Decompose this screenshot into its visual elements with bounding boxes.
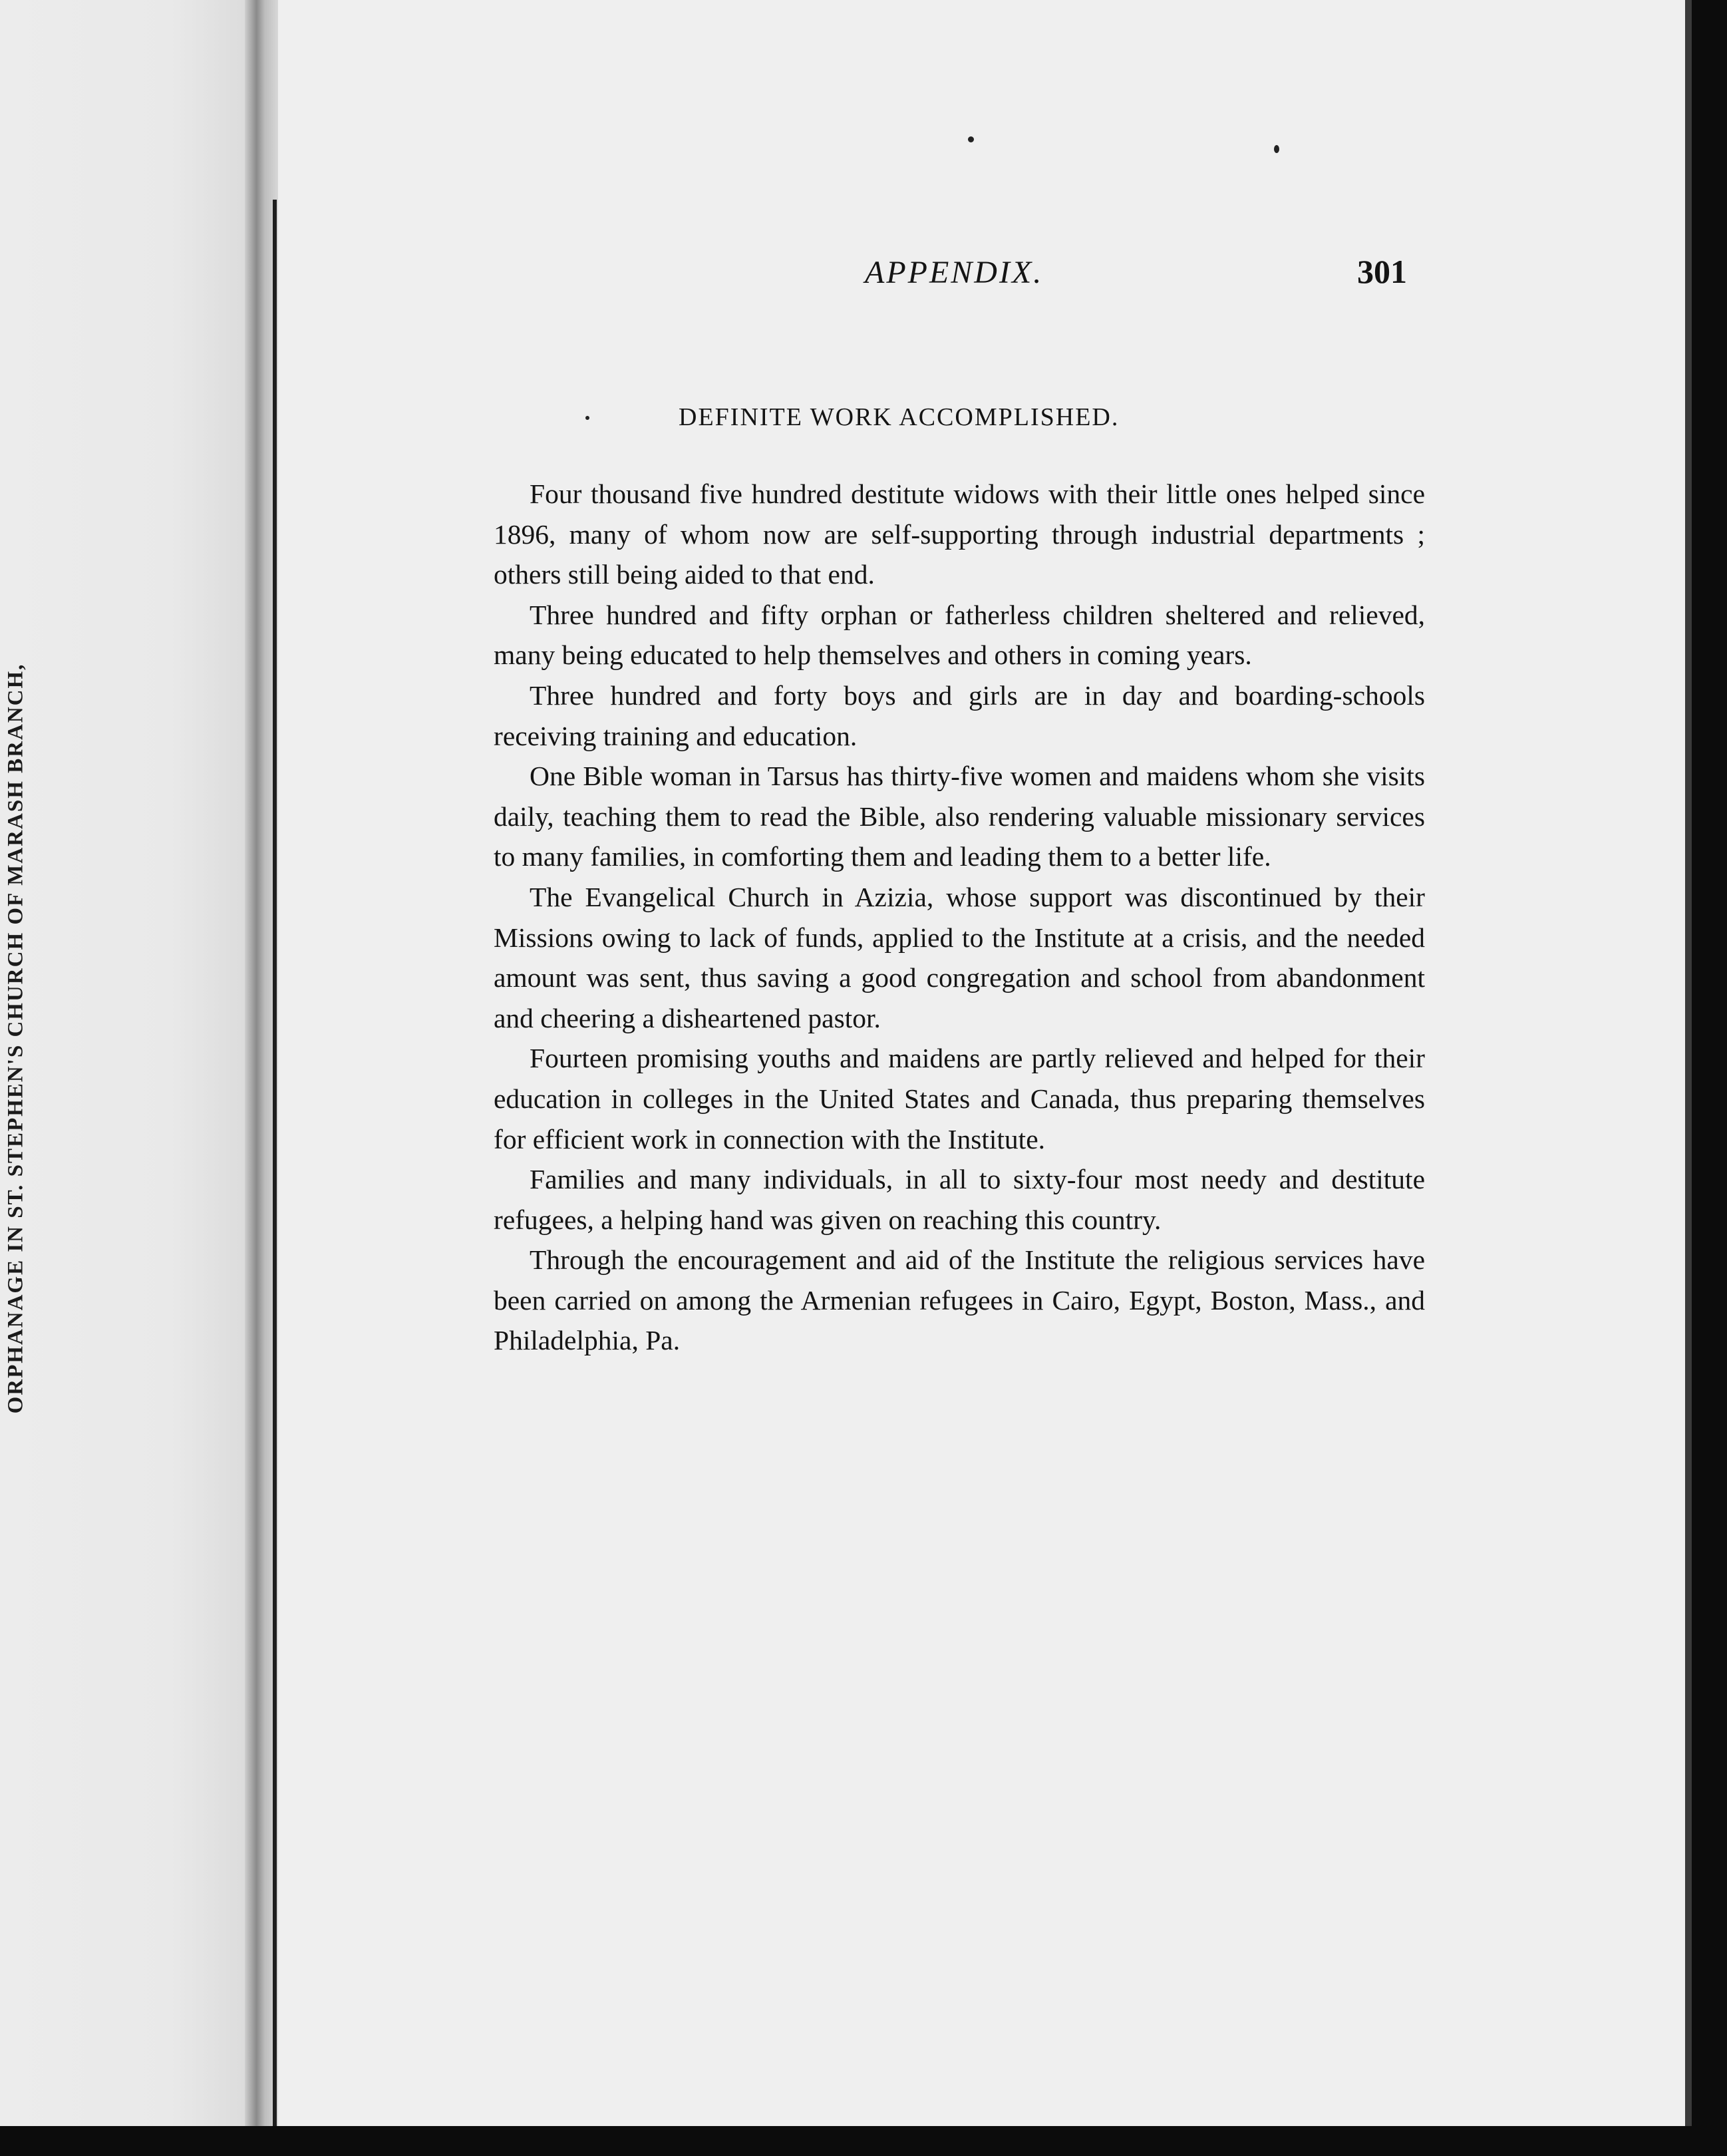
paragraph-students: Fourteen promising youths and maidens are partly relieved and helped for their education in colleges in the United States and Canada, thus preparing themselves for efficient work in connection with the Institute. — [494, 1043, 1425, 1155]
left-facing-page — [0, 0, 245, 2156]
body-text — [494, 474, 1425, 1361]
paragraph-widows: Four thousand five hundred destitute widows with their little ones helped since 1896, many of whom now are self-supporting through industrial departments ; others still being aided to that end. — [494, 478, 1425, 590]
paragraph-orphans: Three hundred and fifty orphan or fatherless children sheltered and relieved, many being educated to help themselves and others in coming years. — [494, 599, 1425, 671]
page-number: 301 — [1357, 253, 1407, 290]
paragraph-refugees: Families and many individuals, in all to sixty-four most needy and destitute refugees, a helping hand was given on reaching this country. — [494, 1164, 1425, 1235]
ink-speck — [1274, 145, 1279, 153]
paragraph-religious-services: Through the encouragement and aid of the Institute the religious services have been carried on among the Armenian refugees in Cairo, Egypt, Boston, Mass., and Philadelphia, Pa. — [494, 1244, 1425, 1356]
ink-speck — [585, 416, 589, 420]
running-header: APPENDIX. — [865, 255, 1044, 290]
scan-border-bottom — [0, 2126, 1727, 2156]
gutter-shadow-line — [273, 200, 277, 2129]
ink-speck — [968, 136, 974, 142]
paragraph-schools: Three hundred and forty boys and girls are in day and boarding-schools receiving training and education. — [494, 679, 1425, 751]
spine-caption-text: ORPHANAGE IN ST. STEPHEN'S CHURCH OF MARASH BRANCH, — [3, 663, 28, 1413]
section-heading: DEFINITE WORK ACCOMPLISHED. — [679, 403, 1120, 431]
paragraph-azizia-church: The Evangelical Church in Azizia, whose support was discontinued by their Missions owing to lack of funds, applied to the Institute at a crisis, and the needed amount was sent, thus saving a good congregation and school from abandonment and cheering a disheartened pastor. — [494, 881, 1425, 1033]
spine-caption — [3, 566, 29, 1511]
paragraph-bible-woman: One Bible woman in Tarsus has thirty-five women and maidens whom she visits daily, teaching them to read the Bible, also rendering valuable missionary services to many families, in comforting them and leading them to a better life. — [494, 761, 1425, 872]
page-edge-shadow — [1685, 0, 1692, 2126]
